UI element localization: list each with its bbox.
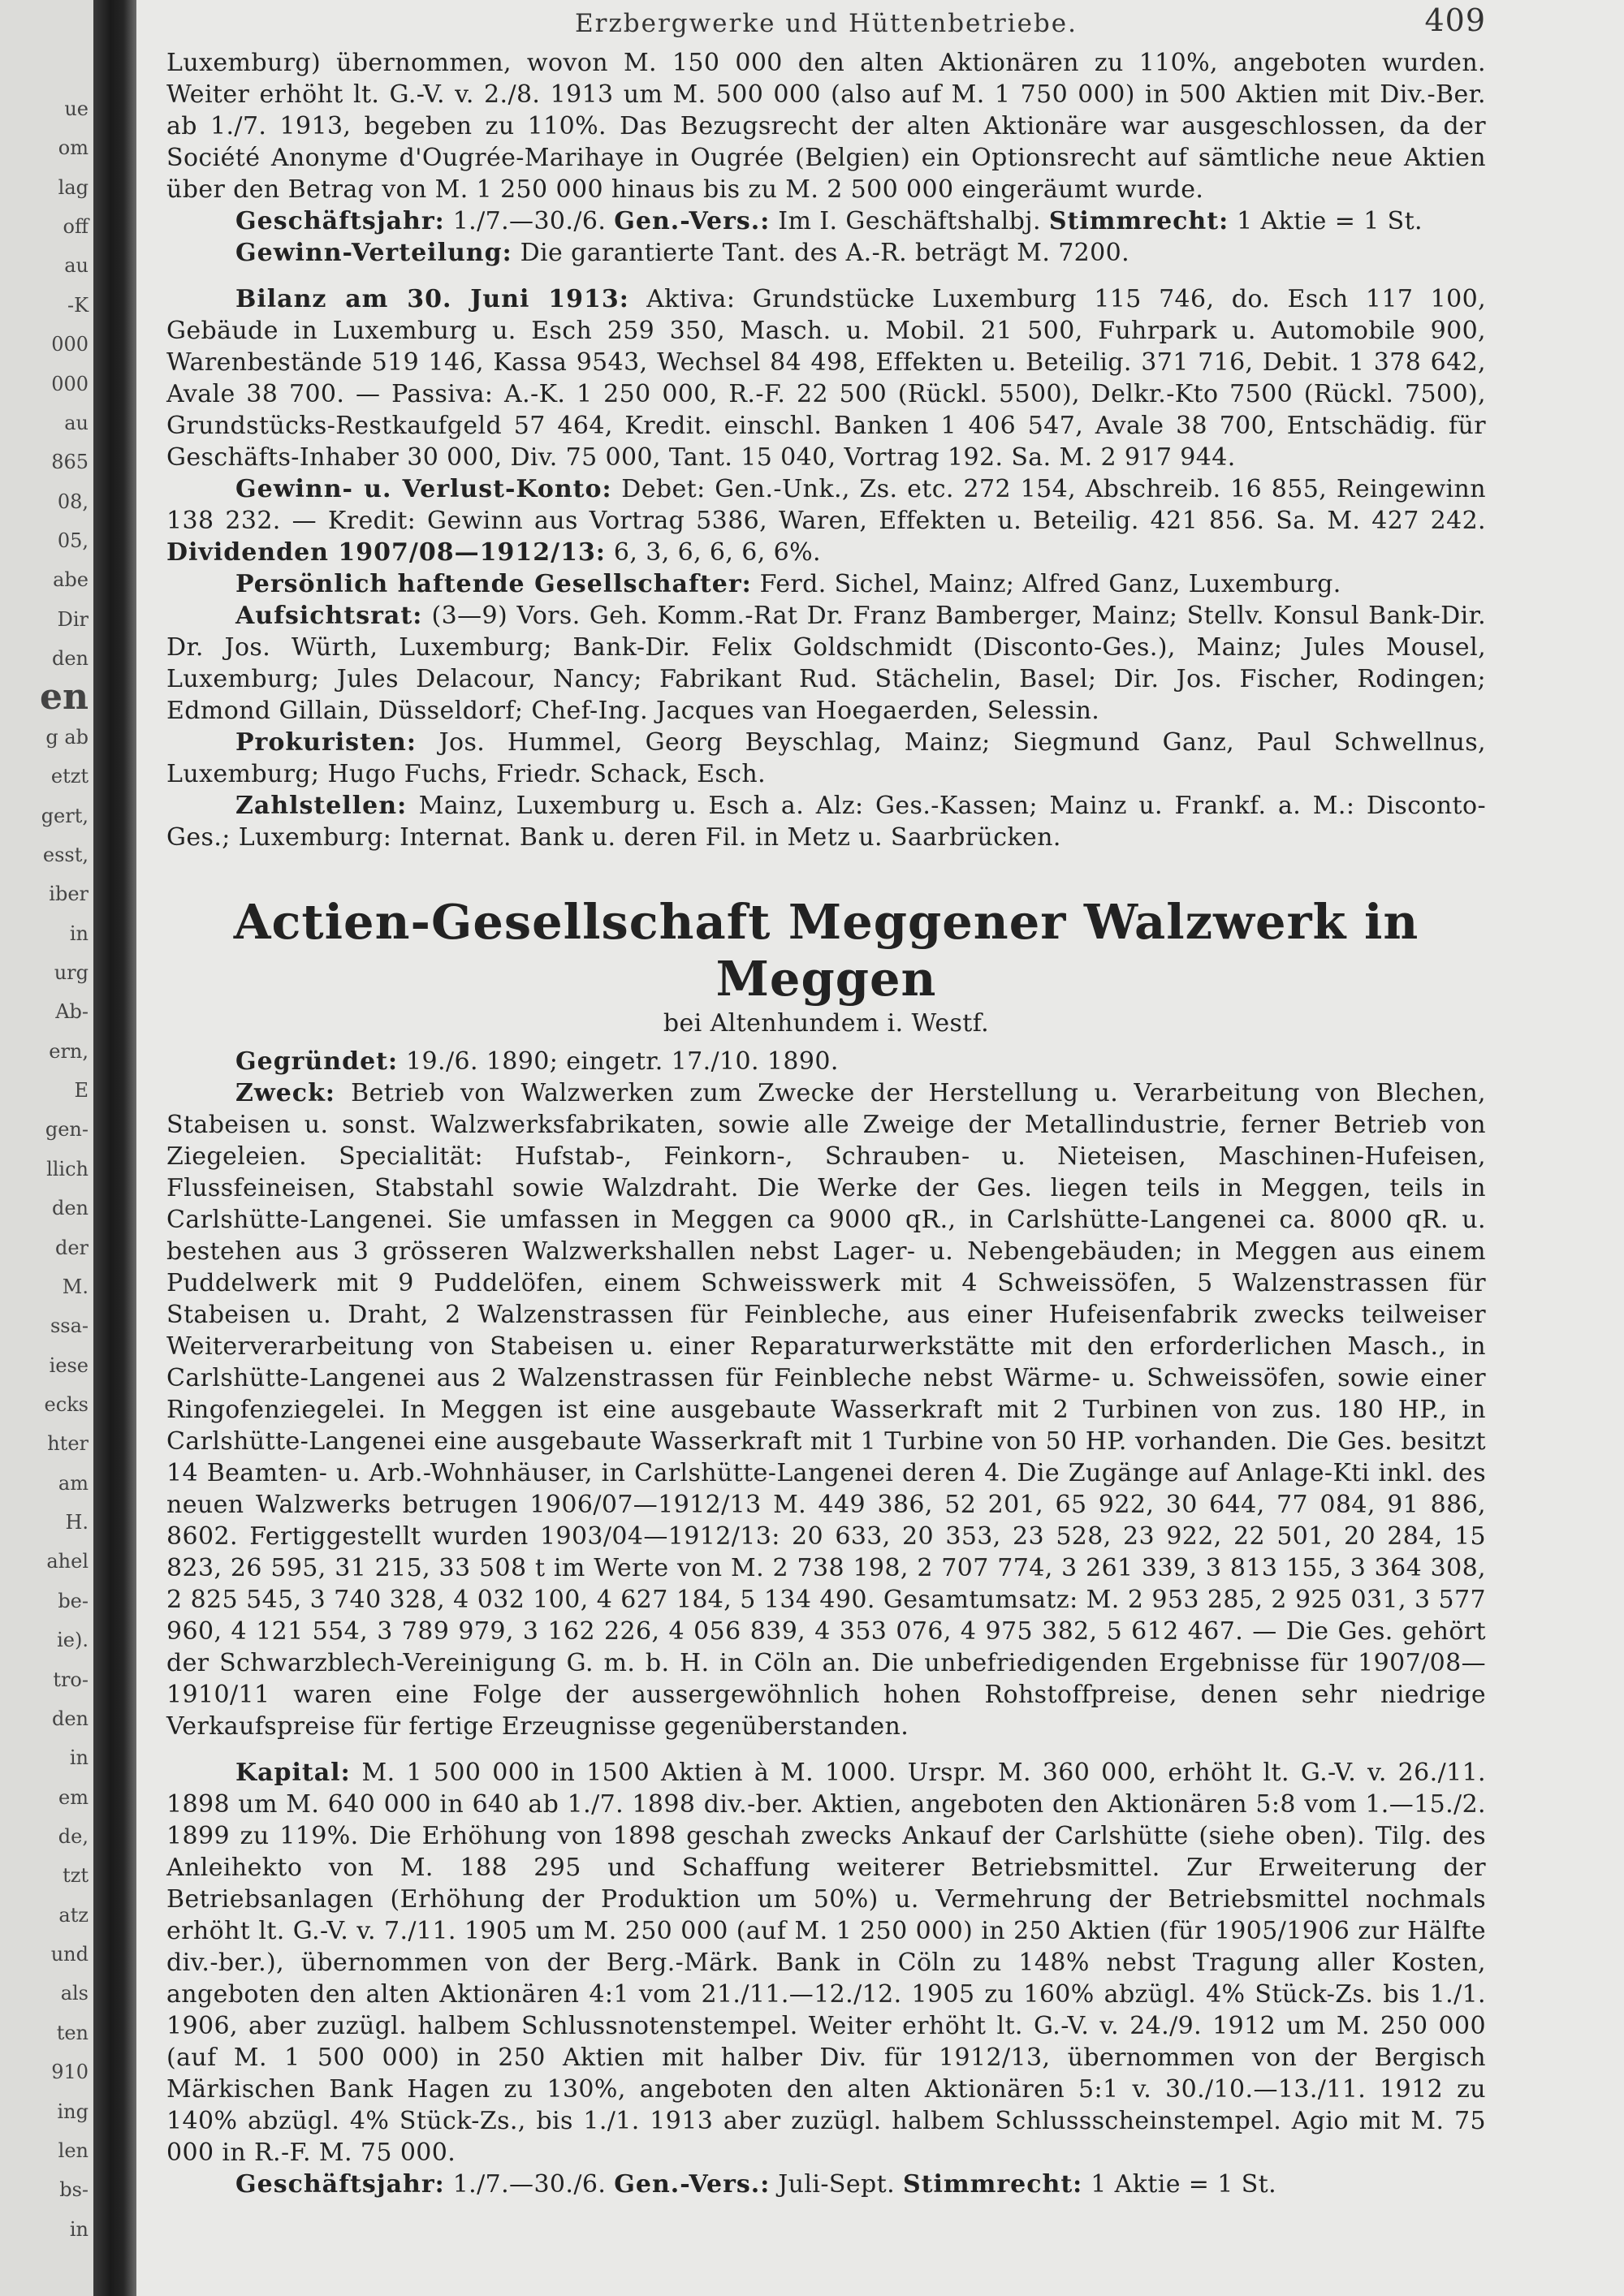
facing-page-text: ten — [56, 2022, 89, 2044]
entry-meta-line — [166, 2169, 1486, 2200]
facing-page-text: off — [63, 215, 89, 238]
stimmrecht-label: Stimmrecht: — [1048, 207, 1229, 235]
bilanz — [166, 283, 1486, 473]
facing-page-text: 000 — [51, 333, 89, 356]
page-content — [166, 2, 1487, 2200]
gesellschafter — [166, 568, 1486, 600]
zweck-value: Betrieb von Walzwerken zum Zwecke der Herstellung u. Verarbeitung von Blechen, Stabeisen u. sonst. Walzwerksfabrikaten, sowie alle Zweige der Metallindustrie, ferner Betrieb von Ziegeleien. Specialität: Hufstab-, Feinkorn-, Schrauben- u. Nieteisen, Maschinen-Hufeisen, Flussfeineisen, Stabstahl sowie Walzdraht. Die Werke der Ges. liegen teils in Meggen, teils in Carlshütte-Langenei. Sie umfassen in Meggen ca 9000 qR., in Carlshütte-Langenei ca. 8000 qR. u. bestehen aus 3 grösseren Walzwerkshallen nebst Lager- u. Nebengebäuden; in Meggen aus einem Puddelwerk mit 9 Puddelöfen, einem Schweisswerk mit 4 Schweissöfen, 5 Walzenstrassen für Stabeisen u. Draht, 2 Walzenstrassen für Feinbleche, aus einer Hufeisenfabrik zwecks teilweiser Weiterverarbeitung von Stabeisen u. einer Reparaturwerkstätte mit den erforderlichen Masch., in Carlshütte-Langenei aus 2 Walzenstrassen für Feinbleche nebst Wärme- u. Schweissöfen, sowie einer Ringofenziegelei. In Meggen ist eine ausgebaute Wasserkraft mit 2 Turbinen von zus. 180 HP., in Carlshütte-Langenei eine ausgebaute Wasserkraft mit 1 Turbine von 50 HP. vorhanden. Die Ges. besitzt 14 Beamten- u. Arb.-Wohnhäuser, in Carlshütte-Langenei deren 4. Die Zugänge auf Anlage-Kti inkl. des neuen Walzwerks betrugen 1906/07—1912/13 M. 449 386, 52 201, 65 922, 30 644, 77 084, 91 886, 8602. Fertiggestellt wurden 1903/04—1912/13: 20 633, 20 353, 23 528, 23 922, 22 501, 20 284, 15 823, 26 595, 31 215, 33 508 t im Werte von M. 2 738 198, 2 707 774, 3 261 339, 3 813 155, 3 364 308, 2 825 545, 3 740 328, 4 032 100, 4 627 184, 5 134 490. Gesamtumsatz: M. 2 953 285, 2 925 031, 3 577 960, 4 121 554, 3 789 979, 3 162 226, 4 056 839, 4 353 076, 4 975 382, 5 612 467. — Die Ges. gehört der Schwarzblech-Vereinigung G. m. b. H. in Cöln an. Die unbefriedigenden Ergebnisse für 1907/08—1910/11 waren eine Folge der aussergewöhnlich hohen Rohstoffpreise, denen sehr niedrige Verkaufspreise für fertige Erzeugnisse gegenüberstanden. — [166, 1079, 1486, 1741]
entry-stimmrecht-value: 1 Aktie = 1 St. — [1091, 2170, 1277, 2199]
facing-page-text: 08, — [57, 490, 89, 513]
facing-page-text: iber — [49, 883, 89, 905]
facing-page-text: om — [58, 136, 89, 159]
entry-genvers-label: Gen.-Vers.: — [614, 2170, 771, 2199]
facing-page-text: 000 — [51, 373, 89, 395]
entry-stimmrecht-label: Stimmrecht: — [902, 2170, 1083, 2199]
facing-page-text: len — [58, 2139, 89, 2162]
facing-page-fragment — [0, 0, 93, 2296]
prev-meta-line — [166, 205, 1486, 237]
facing-page-text: be- — [58, 1590, 89, 1612]
bilanz-value: Aktiva: Grundstücke Luxemburg 115 746, do. Esch 117 100, Gebäude in Luxemburg u. Esch 259 350, Masch. u. Mobil. 21 500, Fuhrpark u. Automobile 900, Warenbestände 519 146, Kassa 9543, Wechsel 84 498, Effekten u. Beteilig. 371 716, Debit. 1 378 642, Avale 38 700. — Passiva: A.-K. 1 250 000, R.-F. 22 500 (Rückl. 5500), Delkr.-Kto 7500 (Rückl. 7500), Grundstücks-Restkaufgeld 57 464, Kredit. einschl. Banken 1 406 547, Avale 38 700, Entschädig. für Geschäfts-Inhaber 30 000, Div. 75 000, Tant. 15 040, Vortrag 192. Sa. M. 2 917 944. — [166, 285, 1486, 472]
facing-page-text: ecks — [44, 1393, 89, 1416]
entry-genvers-value: Juli-Sept. — [778, 2170, 896, 2199]
facing-page-text: den — [51, 1197, 89, 1219]
prokuristen-label: Prokuristen: — [235, 728, 417, 757]
facing-page-text: der — [54, 1236, 89, 1259]
dividenden-value: 6, 3, 6, 6, 6, 6%. — [613, 538, 821, 567]
facing-page-text: ie). — [57, 1629, 89, 1651]
facing-page-text: ing — [57, 2100, 89, 2123]
kapital-label: Kapital: — [235, 1759, 351, 1787]
facing-page-text: Dir — [57, 608, 89, 631]
facing-page-text: tro- — [53, 1668, 89, 1691]
gewinnverteilung-label: Gewinn-Verteilung: — [235, 239, 512, 267]
facing-page-text: und — [50, 1943, 89, 1966]
facing-page-text: urg — [54, 961, 89, 984]
facing-page-text: gen- — [45, 1118, 89, 1141]
facing-page-text: esst, — [42, 844, 89, 866]
facing-page-text: etzt — [50, 765, 89, 788]
facing-page-text: als — [60, 1982, 89, 2005]
facing-page-text: ern, — [49, 1040, 89, 1063]
running-title: Erzbergwerke und Hüttenbetriebe. — [575, 9, 1078, 38]
facing-page-text: tzt — [63, 1864, 89, 1887]
facing-page-text: den — [51, 647, 89, 670]
kapital — [166, 1757, 1486, 2169]
gegruendet-value: 19./6. 1890; eingetr. 17./10. 1890. — [406, 1047, 839, 1076]
dividenden-label: Dividenden 1907/08—1912/13: — [166, 538, 606, 567]
facing-page-text: 865 — [51, 451, 89, 473]
prokuristen-value: Jos. Hummel, Georg Beyschlag, Mainz; Siegmund Ganz, Paul Schwellnus, Luxemburg; Hugo Fuchs, Friedr. Schack, Esch. — [166, 728, 1486, 788]
facing-page-text: H. — [65, 1511, 89, 1534]
gesellschafter-label: Persönlich haftende Gesellschafter: — [235, 570, 752, 598]
facing-page-text: ssa- — [50, 1314, 89, 1337]
aufsichtsrat-value: (3—9) Vors. Geh. Komm.-Rat Dr. Franz Bamberger, Mainz; Stellv. Konsul Bank-Dir. Dr. Jos. Würth, Luxemburg; Bank-Dir. Felix Goldschmidt (Disconto-Ges.), Mainz; Jules Mousel, Luxemburg; Jules Delacour, Nancy; Fabrikant Rud. Stächelin, Basel; Dir. Jos. Fischer, Rodingen; Edmond Gillain, Düsseldorf; Chef-Ing. Jacques van Hoegaerden, Selessin. — [166, 602, 1487, 725]
facing-page-text: den — [51, 1707, 89, 1730]
facing-page-text: au — [64, 412, 89, 434]
facing-page-text: abe — [53, 568, 89, 591]
page-number: 409 — [1424, 2, 1486, 38]
entry-subtitle: bei Altenhundem i. Westf. — [663, 1009, 990, 1038]
facing-page-text: en — [40, 676, 89, 718]
facing-page-text: g ab — [45, 726, 89, 749]
guv-konto — [166, 473, 1486, 568]
guv-label: Gewinn- u. Verlust-Konto: — [235, 475, 612, 503]
aufsichtsrat-label: Aufsichtsrat: — [235, 602, 423, 630]
facing-page-text: hter — [47, 1432, 89, 1455]
facing-page-text: ahel — [46, 1550, 89, 1573]
facing-page-text: -K — [67, 294, 89, 317]
zahlstellen — [166, 790, 1486, 853]
geschaeftsjahr-value: 1./7.—30./6. — [452, 207, 607, 235]
genvers-label: Gen.-Vers.: — [614, 207, 771, 235]
zweck-label: Zweck: — [235, 1079, 335, 1107]
zahlstellen-value: Mainz, Luxemburg u. Esch a. Alz: Ges.-Kassen; Mainz u. Frankf. a. M.: Disconto-Ges.; Luxemburg: Internat. Bank u. deren Fil. in Metz u. Saarbrücken. — [166, 792, 1486, 852]
gewinnverteilung — [166, 237, 1486, 269]
facing-page-text: am — [58, 1472, 89, 1495]
gegruendet — [166, 1046, 1486, 1077]
facing-page-text: gert, — [41, 805, 89, 827]
genvers-value: Im I. Geschäftshalbj. — [778, 207, 1041, 235]
bilanz-label: Bilanz am 30. Juni 1913: — [235, 285, 629, 313]
facing-page-text: iese — [49, 1354, 89, 1377]
facing-page-text: em — [58, 1786, 89, 1809]
entry-title: Actien-Gesellschaft Meggener Walzwerk in Meggen — [233, 894, 1419, 1007]
facing-page-text: in — [69, 922, 89, 945]
guv-value: Debet: Gen.-Unk., Zs. etc. 272 154, Abschreib. 16 855, Reingewinn 138 232. — Kredit: Gewinn aus Vortrag 5386, Waren, Effekten u. Beteilig. 421 856. Sa. M. 427 242. — [166, 475, 1486, 535]
facing-page-text: au — [64, 254, 89, 277]
zweck — [166, 1077, 1486, 1742]
entry-geschaeftsjahr-value: 1./7.—30./6. — [452, 2170, 607, 2199]
facing-page-text: M. — [62, 1275, 89, 1298]
gewinnverteilung-value: Die garantierte Tant. des A.-R. beträgt M. 7200. — [520, 239, 1130, 267]
facing-page-text: Ab- — [55, 1000, 89, 1023]
book-gutter — [93, 0, 136, 2296]
facing-page-text: de, — [58, 1825, 89, 1848]
entry-geschaeftsjahr-label: Geschäftsjahr: — [235, 2170, 445, 2199]
facing-page-text: ue — [64, 97, 89, 120]
facing-page-text: 910 — [51, 2061, 89, 2083]
kapital-value: M. 1 500 000 in 1500 Aktien à M. 1000. Urspr. M. 360 000, erhöht lt. G.-V. v. 26./11. 1898 um M. 640 000 in 640 ab 1./7. 1898 div.-ber. Aktien, angeboten den Aktionären 5:8 vom 1.—15./2. 1899 zu 119%. Die Erhöhung von 1898 geschah zwecks Ankauf der Carlshütte (siehe oben). Tilg. des Anleihekto von M. 188 295 und Schaffung weiterer Betriebsmittel. Zur Erweiterung der Betriebsanlagen (Erhöhung der Produktion um 50%) u. Vermehrung der Betriebsmittel nochmals erhöht lt. G.-V. v. 7./11. 1905 um M. 250 000 (auf M. 1 250 000) in 250 Aktien (für 1905/1906 zur Hälfte div.-ber.), übernommen von der Berg.-Märk. Bank in Cöln zu 148% nebst Tragung aller Kosten, angeboten den alten Aktionären 4:1 vom 21./11.—12./12. 1905 zu 160% abzügl. 4% Stück-Zs. bis 1./1. 1906, aber zuzügl. halbem Schlussnotenstempel. Weiter erhöht lt. G.-V. v. 24./9. 1912 um M. 250 000 (auf M. 1 500 000) in 250 Aktien mit halber Div. für 1912/13, übernommen von der Bergisch Märkischen Bank Hagen zu 130%, angeboten den alten Aktionären 5:1 v. 30./10.—13./11. 1912 zu 140% abzügl. 4% Stück-Zs., bis 1./1. 1913 aber zuzügl. halbem Schlussscheinstempel. Agio mit M. 75 000 in R.-F. M. 75 000. — [166, 1759, 1486, 2167]
aufsichtsrat — [166, 600, 1486, 727]
prokuristen — [166, 727, 1486, 790]
facing-page-text: atz — [58, 1904, 89, 1927]
facing-page-text: in — [69, 2218, 89, 2241]
kapital-continuation: Luxemburg) übernommen, wovon M. 150 000 den alten Aktionären zu 110%, angeboten wurden. Weiter erhöht lt. G.-V. v. 2./8. 1913 um M. 500 000 (also auf M. 1 750 000) in 500 Aktien mit Div.-Ber. ab 1./7. 1913, begeben zu 110%. Das Bezugsrecht der alten Aktionäre war ausgeschlossen, da der Société Anonyme d'Ougrée-Marihaye in Ougrée (Belgien) ein Optionsrecht auf sämtliche neue Aktien über den Betrag von M. 1 250 000 hinaus bis zu M. 2 500 000 eingeräumt wurde. — [166, 49, 1486, 204]
gegruendet-label: Gegründet: — [235, 1047, 399, 1076]
zahlstellen-label: Zahlstellen: — [235, 792, 408, 820]
gesellschafter-value: Ferd. Sichel, Mainz; Alfred Ganz, Luxemburg. — [759, 570, 1341, 598]
facing-page-text: llich — [46, 1158, 89, 1180]
geschaeftsjahr-label: Geschäftsjahr: — [235, 207, 445, 235]
facing-page-text: bs- — [59, 2178, 89, 2201]
stimmrecht-value: 1 Aktie = 1 St. — [1237, 207, 1423, 235]
facing-page-text: lag — [58, 176, 89, 199]
facing-page-text: 05, — [57, 529, 89, 552]
facing-page-text: E — [74, 1079, 89, 1102]
running-header — [166, 2, 1486, 47]
facing-page-text: in — [69, 1746, 89, 1769]
